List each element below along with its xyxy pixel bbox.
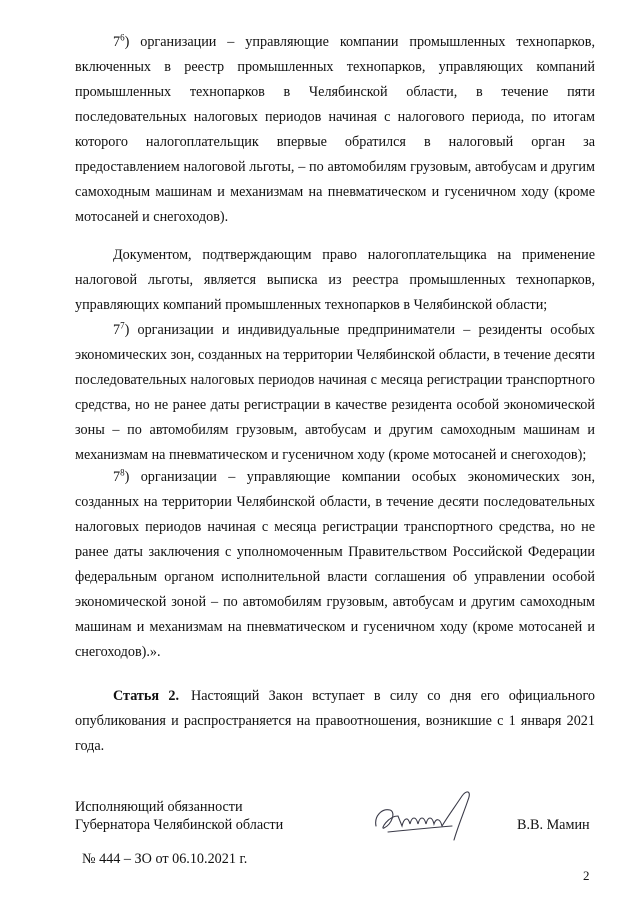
article-2	[75, 684, 595, 759]
paragraph-7-7	[75, 318, 595, 468]
item-superscript: 6	[120, 32, 125, 43]
item-superscript: 8	[120, 467, 125, 478]
item-number: 7	[113, 322, 121, 338]
paragraph-7-6	[75, 30, 595, 230]
item-number: 7	[113, 34, 121, 50]
law-number: № 444 – ЗО от 06.10.2021 г.	[82, 851, 248, 867]
signatory-title	[75, 798, 283, 834]
paragraph-document-confirmation: Документом, подтверждающим право налогоплательщика на применение налоговой льготы, является выписка из реестра промышленных технопарков, управляющих компаний промышленных технопарков в Челябинской области;	[75, 247, 595, 313]
page-number: 2	[583, 868, 590, 883]
item-text: ) организации – управляющие компании промышленных технопарков, включенных в реестр промышленных технопарков, управляющих компаний промышленных технопарков в Челябинской области, в течение пяти последовательных налоговых периодов начиная с налогового периода, по итогам которого налогоплательщик впервые обратился в налоговый орган за предоставлением налоговой льготы, – по автомобилям грузовым, автобусам и другим самоходным машинам и механизмам на пневматическом и гусеничном ходу (кроме мотосаней и снегоходов).	[75, 34, 595, 225]
item-text: ) организации – управляющие компании особых экономических зон, созданных на территории Челябинской области, в течение десяти последовательных налоговых периодов начиная с месяца регистрации транспортного средства, но не ранее даты заключения с уполномоченным Правительством Российской Федерации федеральным органом исполнительной власти соглашения об управлении особой экономической зоной – по автомобилям грузовым, автобусам и другим самоходным машинам и механизмам на пневматическом и гусеничном ходу (кроме мотосаней и снегоходов).».	[75, 469, 595, 660]
item-text: ) организации и индивидуальные предприниматели – резиденты особых экономических зон, созданных на территории Челябинской области, в течение десяти последовательных налоговых периодов начиная с месяца регистрации транспортного средства, но не ранее даты регистрации в качестве резидента особой экономической зоны – по автомобилям грузовым, автобусам и другим самоходным машинам и механизмам на пневматическом и гусеничном ходу (кроме мотосаней и снегоходов);	[75, 322, 595, 463]
item-superscript: 7	[120, 320, 125, 331]
handwritten-signature	[368, 786, 486, 848]
signatory-title-line2: Губернатора Челябинской области	[75, 817, 284, 833]
signatory-title-line1: Исполняющий обязанности	[75, 799, 243, 815]
signatory-name: В.В. Мамин	[517, 817, 590, 833]
paragraph-7-8	[75, 465, 595, 665]
item-number: 7	[113, 469, 121, 485]
article-text: Настоящий Закон вступает в силу со дня его официального опубликования и распространяется на правоотношения, возникшие с 1 января 2021 года.	[75, 688, 595, 754]
article-label: Статья 2.	[113, 688, 180, 704]
